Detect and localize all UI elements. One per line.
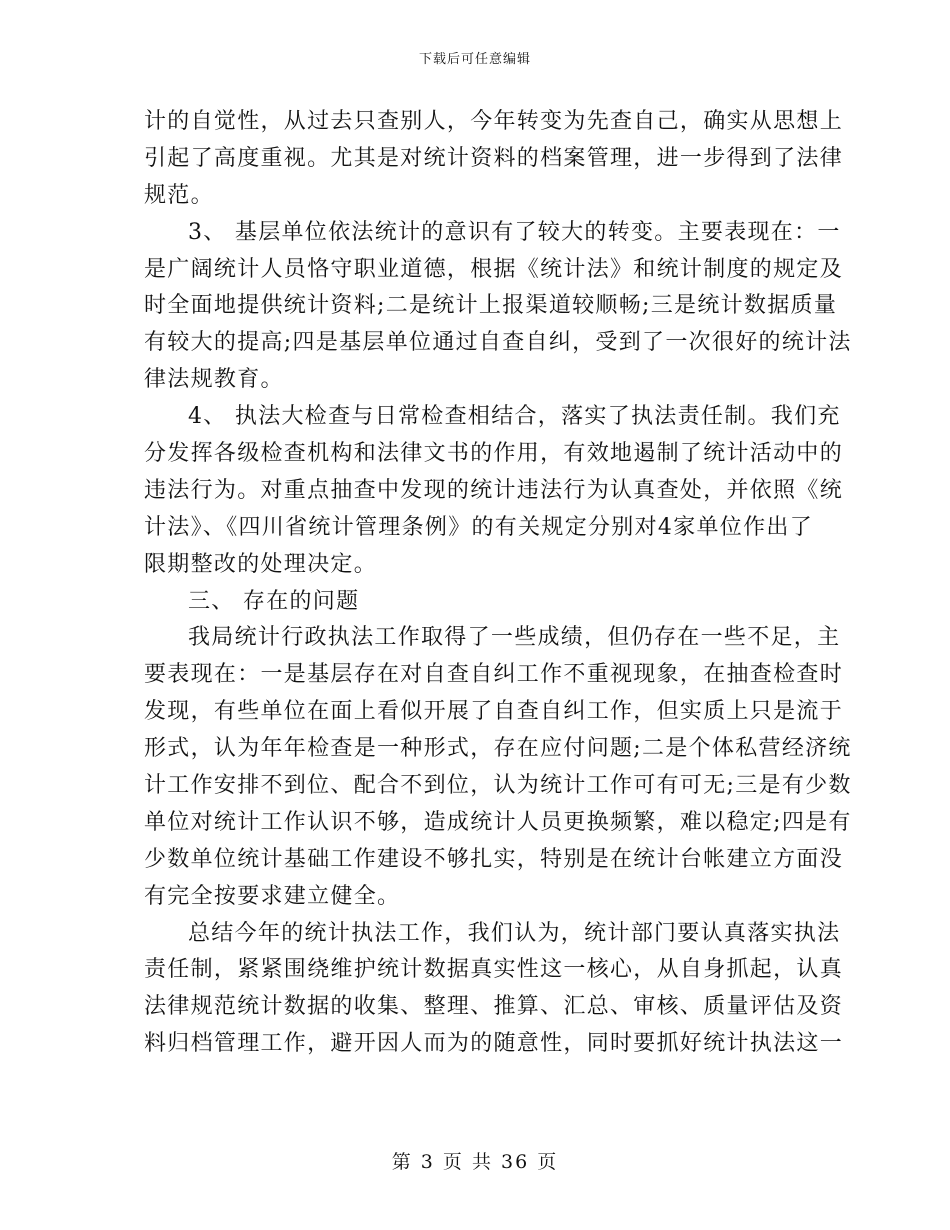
text-line: 是广阔统计人员恪守职业道德，根据《统计法》和统计制度的规定及 <box>144 256 844 282</box>
text-line: 要表现在：一是基层存在对自查自纠工作不重视现象，在抽查检查时 <box>144 662 844 688</box>
text-line: 有完全按要求建立健全。 <box>144 883 401 909</box>
text-line: 计法》、《四川省统计管理条例》的有关规定分别对4家单位作出了 <box>144 514 813 540</box>
text-line: 计工作安排不到位、配合不到位，认为统计工作可有可无;三是有少数 <box>144 773 852 799</box>
text-line: 引起了高度重视。尤其是对统计资料的档案管理，进一步得到了法律 <box>144 145 844 171</box>
text-line: 法律规范统计数据的收集、整理、推算、汇总、审核、质量评估及资 <box>144 994 844 1020</box>
page-header: 下载后可任意编辑 <box>418 52 531 67</box>
text-line: 律法规教育。 <box>144 367 284 393</box>
text-line: 计的自觉性，从过去只查别人，今年转变为先查自己，确实从思想上 <box>144 109 844 134</box>
page-footer: 第 3 页 共 36 页 <box>391 1151 559 1173</box>
text-line: 发现，有些单位在面上看似开展了自查自纠工作，但实质上只是流于 <box>144 699 844 725</box>
text-line: 限期整改的处理决定。 <box>144 551 378 577</box>
document-body <box>144 104 852 1063</box>
text-line: 违法行为。对重点抽查中发现的统计违法行为认真查处，并依照《统 <box>144 477 844 503</box>
text-line: 有较大的提高;四是基层单位通过自查自纠，受到了一次很好的统计法 <box>144 330 852 356</box>
text-line: 三、 存在的问题 <box>188 588 360 614</box>
text-line: 单位对统计工作认识不够，造成统计人员更换频繁，难以稳定;四是有 <box>144 809 852 835</box>
text-line: 时全面地提供统计资料;二是统计上报渠道较顺畅;三是统计数据质量 <box>144 293 838 319</box>
text-line: 责任制，紧紧围绕维护统计数据真实性这一核心，从自身抓起，认真 <box>144 957 844 983</box>
text-line: 总结今年的统计执法工作，我们认为，统计部门要认真落实执法 <box>188 920 841 946</box>
text-line: 形式，认为年年检查是一种形式，存在应付问题;二是个体私营经济统 <box>144 736 852 762</box>
text-line: 料归档管理工作，避开因人而为的随意性，同时要抓好统计执法这一 <box>144 1031 844 1057</box>
text-line: 规范。 <box>144 182 214 208</box>
text-line: 我局统计行政执法工作取得了一些成绩，但仍存在一些不足，主 <box>188 625 841 651</box>
text-line: 4、 执法大检查与日常检查相结合，落实了执法责任制。我们充 <box>188 404 841 430</box>
text-line: 少数单位统计基础工作建设不够扎实，特别是在统计台帐建立方面没 <box>144 846 844 872</box>
text-line: 3、 基层单位依法统计的意识有了较大的转变。主要表现在：一 <box>188 219 841 245</box>
text-line: 分发挥各级检查机构和法律文书的作用，有效地遏制了统计活动中的 <box>144 441 844 467</box>
